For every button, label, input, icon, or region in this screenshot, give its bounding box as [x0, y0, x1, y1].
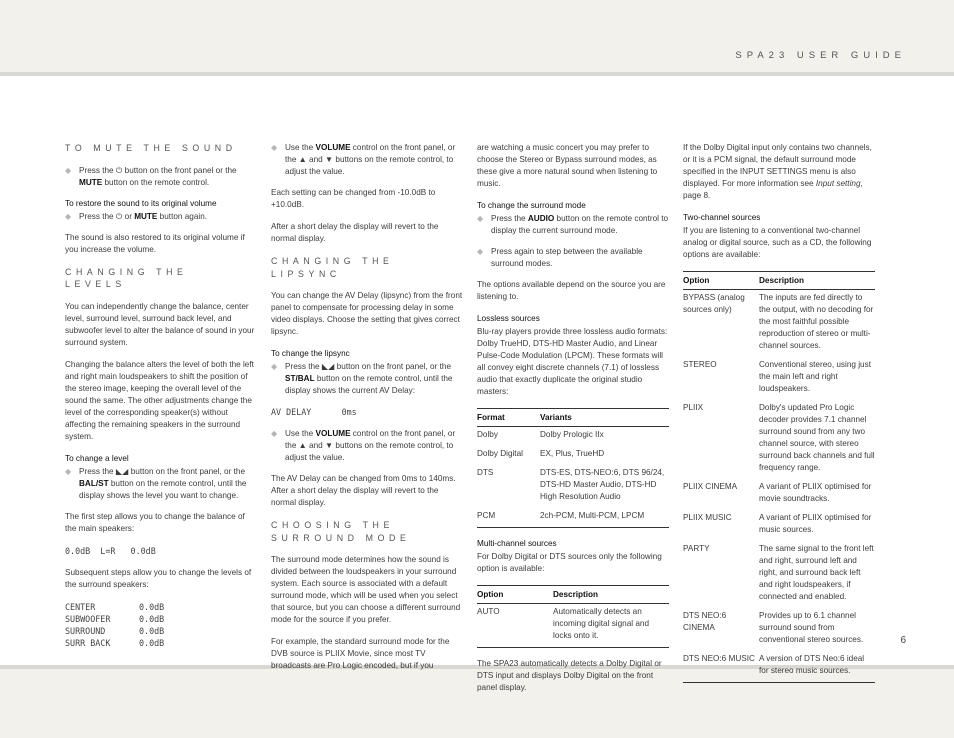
bullet-lipsync: ◆ Press the ◣◢ button on the front panel, or the ST/BAL button on the remote control, until the display shows the current AV Delay:	[271, 362, 453, 395]
two-channel-option-table	[683, 271, 875, 683]
column-3	[477, 142, 669, 704]
subheading-two-channel: Two-channel sources	[683, 213, 761, 222]
bullet-volume: ◆ Use the VOLUME control on the front panel, or the ▲ and ▼ buttons on the remote control, to adjust the value.	[271, 143, 456, 176]
table-row: PARTY The same signal to the front left and right, surround left and right, and surround back left and right loudspeakers, if connected and enabled.	[683, 544, 874, 601]
levels-readout-row: CENTER 0.0dB	[65, 601, 165, 612]
av-delay-readout: AV DELAY 0ms	[271, 407, 357, 417]
power-icon: ⏻	[115, 165, 123, 175]
subheading-multichannel: Multi-channel sources	[477, 539, 557, 548]
two-channel-text: If you are listening to a conventional two-channel analog or digital source, such as a CD, the following options are available:	[683, 226, 872, 259]
subheading-change-level: To change a level	[65, 453, 129, 463]
levels-paragraph-1: You can independently change the balance, center level, surround level, surround back level, and subwoofer level to alter the balance of sound in your surround system.	[65, 301, 255, 347]
section-heading-levels: CHANGING THE LEVELS	[65, 266, 188, 289]
guide-title: SPA23 USER GUIDE	[735, 50, 906, 61]
down-triangle-icon: ▼	[325, 441, 334, 450]
bullet-change-level: ◆ Press the ◣◢ button on the front panel, or the BAL/ST button on the remote control, until the display shows the level you want to change.	[65, 466, 247, 500]
diamond-bullet-icon: ◆	[65, 165, 72, 175]
diamond-bullet-icon: ◆	[271, 429, 278, 438]
multichannel-text: For Dolby Digital or DTS sources only the following option is available:	[477, 552, 662, 573]
subheading-restore: To restore the sound to its original volume	[65, 198, 217, 208]
table-header-row: Option Description	[683, 272, 875, 290]
levels-readout-row: SURR BACK 0.0dB	[65, 637, 165, 648]
diamond-bullet-icon: ◆	[271, 362, 278, 371]
table-row: PCM 2ch-PCM, Multi-PCM, LPCM	[477, 508, 669, 528]
table-row: DTS NEO:6 MUSIC A version of DTS Neo:6 ideal for stereo music sources.	[683, 651, 875, 683]
bullet-volume-2: ◆ Use the VOLUME control on the front panel, or the ▲ and ▼ buttons on the remote control, to adjust the value.	[271, 429, 456, 462]
bullet-mute: ◆ Press the ⏻ button on the front panel or the MUTE button on the remote control.	[65, 165, 237, 187]
restore-note: The sound is also restored to its original volume if you increase the volume.	[65, 232, 245, 254]
intro-text: If the Dolby Digital input only contains two channels, or it is a PCM signal, the default surround mode specified in the INPUT SETTINGS menu is also displayed. For more information see Input setting, page 8.	[683, 143, 872, 200]
table-row: DTS DTS-ES, DTS-NEO:6, DTS 96/24, DTS-HD Master Audio, DTS-HD High Resolution Audio	[477, 468, 665, 501]
levels-readout-list	[65, 601, 257, 649]
table-row: PLIIX CINEMA A variant of PLIIX optimised for movie soundtracks.	[683, 482, 872, 503]
surround-paragraph-2: For example, the standard surround mode for the DVB source is PLIIX Movie, since most TV broadcasts are Pro Logic encoded, but if you	[271, 637, 450, 670]
diamond-bullet-icon: ◆	[477, 247, 484, 256]
section-heading-lipsync: CHANGING THE LIPSYNC	[271, 256, 394, 279]
table-row: STEREO Conventional stereo, using just the main left and right loudspeakers.	[683, 360, 871, 393]
balance-display-readout: 0.0dB L=R 0.0dB	[65, 545, 156, 556]
header-band	[0, 0, 954, 74]
section-heading-mute: TO MUTE THE SOUND	[65, 143, 237, 153]
range-text: Each setting can be changed from -10.0dB to +10.0dB.	[271, 188, 436, 209]
table-header-row: Option Description	[477, 586, 669, 604]
revert-text: After a short delay the display will revert to the normal display.	[271, 222, 439, 243]
table-row: BYPASS (analog sources only) The inputs are fed directly to the output, with no decoding for the most faithful possible reproduction of stereo or multi-channel sources.	[683, 293, 874, 350]
bullet-step: ◆ Press again to step between the available surround modes.	[477, 247, 643, 268]
page-number: 6	[900, 635, 906, 646]
av-range-text: The AV Delay can be changed from 0ms to 140ms. After a short delay the display will revert to the normal display.	[271, 474, 456, 507]
options-text: The options available depend on the source you are listening to.	[477, 280, 666, 301]
balance-icon: ◣◢	[115, 466, 129, 476]
column-4	[683, 142, 875, 693]
table-row: PLIIX MUSIC A variant of PLIIX optimised for music sources.	[683, 513, 872, 534]
diamond-bullet-icon: ◆	[477, 214, 484, 223]
subsequent-text: Subsequent steps allow you to change the levels of the surround speakers:	[65, 567, 252, 589]
subheading-change-lipsync: To change the lipsync	[271, 349, 350, 358]
auto-detect-text: The SPA23 automatically detects a Dolby Digital or DTS input and displays Dolby Digital on the front panel display.	[477, 659, 662, 692]
table-row: DTS NEO:6 CINEMA Provides up to 6.1 channel surround sound from conventional stereo sources.	[683, 611, 864, 644]
multichannel-option-table	[477, 585, 669, 648]
bullet-restore: ◆ Press the ⏻ or MUTE button again.	[65, 211, 208, 221]
levels-paragraph-2: Changing the balance alters the level of both the left and right main loudspeakers to shift the position of the stereo image, keeping the overall level of the sound the same. The other adjustments change the level of the corresponding speaker(s) without affecting the remaining speakers in the surround system.	[65, 359, 254, 441]
subheading-lossless: Lossless sources	[477, 314, 540, 323]
lossless-text: Blu-ray players provide three lossless audio formats: Dolby TrueHD, DTS-HD Master Audio, and Linear Pulse-Code Modulation (LPCM). These formats will all convey eight discrete channels (7.1) of lossless audio that exactly duplicate the original studio masters:	[477, 327, 668, 396]
table-row: Dolby Digital EX, Plus, TrueHD	[477, 449, 605, 458]
first-step-text: The first step allows you to change the balance of the main speakers:	[65, 511, 245, 533]
subheading-change-surround: To change the surround mode	[477, 201, 586, 210]
table-header-row: Format Variants	[477, 409, 669, 427]
diamond-bullet-icon: ◆	[65, 466, 72, 476]
diamond-bullet-icon: ◆	[271, 143, 278, 152]
power-icon: ⏻	[115, 211, 123, 221]
levels-readout-row: SUBWOOFER 0.0dB	[65, 613, 165, 624]
diamond-bullet-icon: ◆	[65, 211, 72, 221]
table-row: AUTO Automatically detects an incoming digital signal and locks onto it.	[477, 604, 669, 648]
lipsync-paragraph: You can change the AV Delay (lipsync) from the front panel to compensate for processing delay in some video displays. Choose the setting that gives correct lipsync.	[271, 291, 463, 336]
levels-readout-row: SURROUND 0.0dB	[65, 625, 165, 636]
format-table	[477, 408, 669, 528]
section-heading-surround: CHOOSING THE SURROUND MODE	[271, 520, 411, 543]
surround-paragraph-1: The surround mode determines how the sound is divided between the loudspeakers in your surround system. Each source is associated with a default surround mode, which will be used when you select that source, but you can choose a different surround mode for the source if you prefer.	[271, 555, 461, 624]
table-row: Dolby Dolby Prologic IIx	[477, 430, 604, 439]
bullet-audio: ◆ Press the AUDIO button on the remote control to display the current surround mode.	[477, 214, 669, 235]
table-row: PLIIX Dolby's updated Pro Logic decoder provides 7.1 channel surround sound from any two channel source, with stereo surround back channels and full frequency range.	[683, 403, 875, 472]
column-1	[65, 142, 257, 659]
column-2	[271, 142, 463, 682]
up-triangle-icon: ▲	[298, 441, 307, 450]
up-triangle-icon: ▲	[298, 155, 307, 164]
balance-icon: ◣◢	[321, 362, 335, 371]
continued-text: are watching a music concert you may prefer to choose the Stereo or Bypass surround modes, as these give a more natural sound when listening to music.	[477, 143, 658, 188]
down-triangle-icon: ▼	[325, 155, 334, 164]
